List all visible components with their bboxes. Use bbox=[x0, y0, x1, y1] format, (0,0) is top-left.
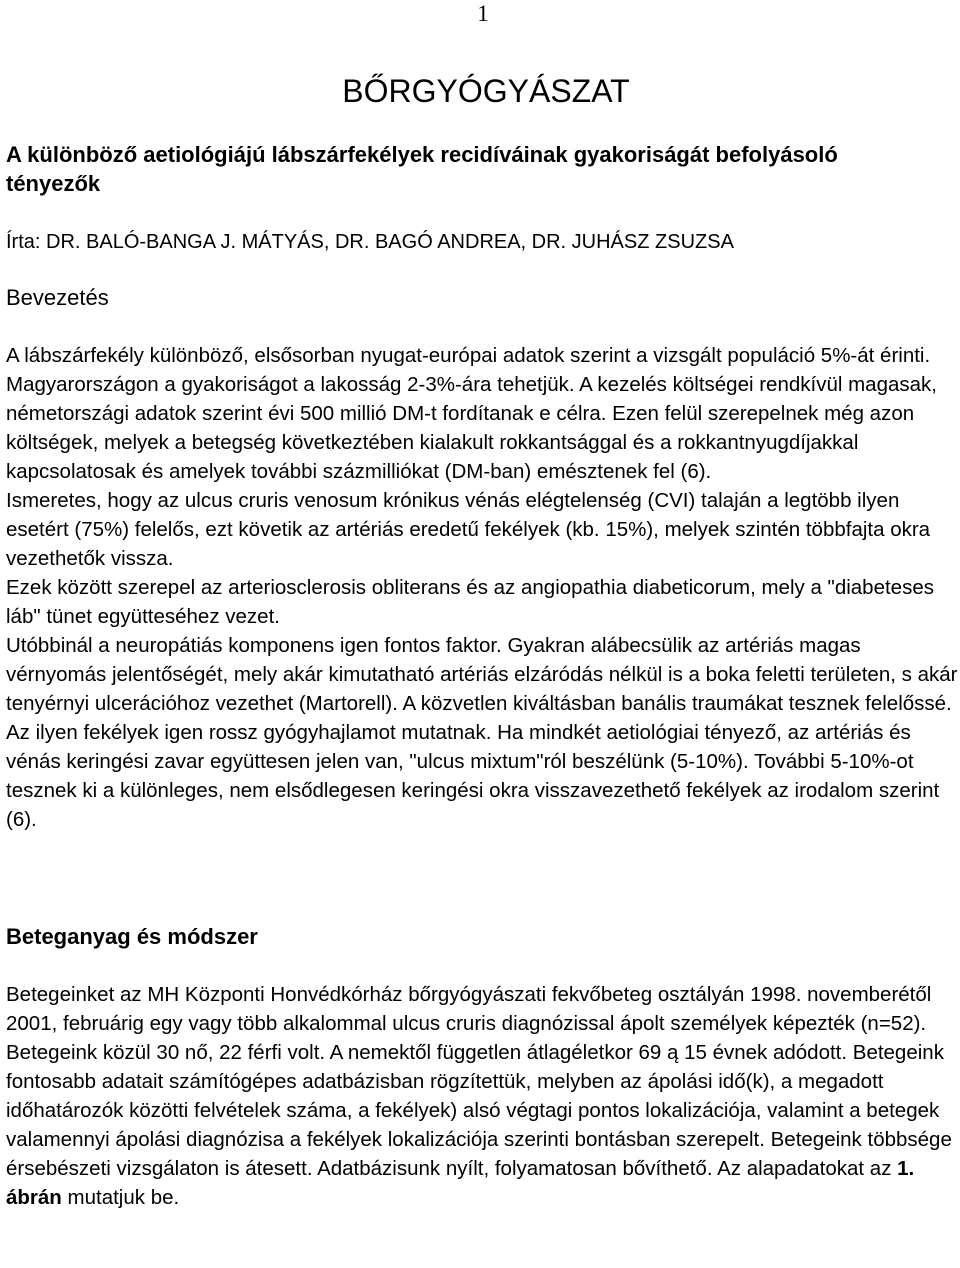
page-number: 1 bbox=[477, 1, 489, 26]
introduction-paragraph-3: Ezek között szerepel az arteriosclerosis obliterans és az angiopathia diabeticorum, mely a "diabeteses láb" tünet együtteséhez vezet. bbox=[6, 576, 934, 628]
introduction-heading: Bevezetés bbox=[6, 285, 109, 310]
methods-heading: Beteganyag és módszer bbox=[6, 924, 258, 949]
methods-paragraph bbox=[6, 980, 958, 1212]
introduction-paragraph-1: A lábszárfekély különböző, elsősorban nyugat-európai adatok szerint a vizsgált populáció 5%-át érinti. Magyarországon a gyakoriságot a lakosság 2-3%-ára tehetjük. A kezelés költségei rendkívül magasak, németországi adatok szerint évi 500 millió DM-t fordítanak e célra. Ezen felül szerepelnek még azon költségek, melyek a betegség következtében kialakult rokkantsággal és a rokkantnyugdíjakkal kapcsolatosak és amelyek további százmilliókat (DM-ban) emésztenek fel (6). bbox=[6, 344, 937, 483]
section-heading-dermatology: BŐRGYÓGYÁSZAT bbox=[342, 73, 630, 109]
introduction-paragraph-4: Utóbbinál a neuropátiás komponens igen fontos faktor. Gyakran alábecsülik az artériás magas vérnyomás jelentőségét, mely akár kimutatható artériás elzáródás nélkül is a boka feletti területen, s akár tenyérnyi ulcerációhoz vezethet (Martorell). A közvetlen kiváltásban banális traumákat tesznek felelőssé. Az ilyen fekélyek igen rossz gyógyhajlamot mutatnak. Ha mindkét aetiológiai tényező, az artériás és vénás keringési zavar együttesen jelen van, "ulcus mixtum"ról beszélünk (5-10%). További 5-10%-ot tesznek ki a különleges, nem elsődlegesen keringési okra visszavezethető fekélyek az irodalom szerint (6). bbox=[6, 634, 958, 831]
methods-text-before: Betegeinket az MH Központi Honvédkórház bőrgyógyászati fekvőbeteg osztályán 1998. novemberétől 2001, februárig egy vagy több alkalommal ulcus cruris diagnózissal ápolt személyek képezték (n=52). Betegeink közül 30 nő, 22 férfi volt. A nemektől független átlagéletkor 69 ą 15 évnek adódott. Betegeink fontosabb adatait számítógépes adatbázisban rögzítettük, melyben az ápolási idő(k), a megadott időhatározók közötti felvételek száma, a fekélyek) alsó végtagi pontos lokalizációja, valamint a betegek valamennyi ápolási diagnózisa a fekélyek lokalizációja szerinti bontásban szerepelt. Betegeink többsége érsebészeti vizsgálaton is átesett. Adatbázisunk nyílt, folyamatosan bővíthető. Az alapadatokat az bbox=[6, 983, 952, 1180]
figure-reference: 1. ábrán bbox=[6, 1157, 915, 1209]
methods-body bbox=[6, 980, 958, 1212]
methods-text-after: mutatjuk be. bbox=[61, 1186, 180, 1209]
author-line: Írta: DR. BALÓ-BANGA J. MÁTYÁS, DR. BAGÓ ANDREA, DR. JUHÁSZ ZSUZSA bbox=[6, 231, 734, 253]
article-title: A különböző aetiológiájú lábszárfekélyek recidíváinak gyakoriságát befolyásoló tényezők bbox=[6, 142, 838, 196]
introduction-body bbox=[6, 341, 958, 834]
introduction-paragraph-2: Ismeretes, hogy az ulcus cruris venosum krónikus vénás elégtelenség (CVI) talaján a legtöbb ilyen esetért (75%) felelős, ezt követik az artériás eredetű fekélyek (kb. 15%), melyek szintén többfajta okra vezethetők vissza. bbox=[6, 489, 931, 570]
